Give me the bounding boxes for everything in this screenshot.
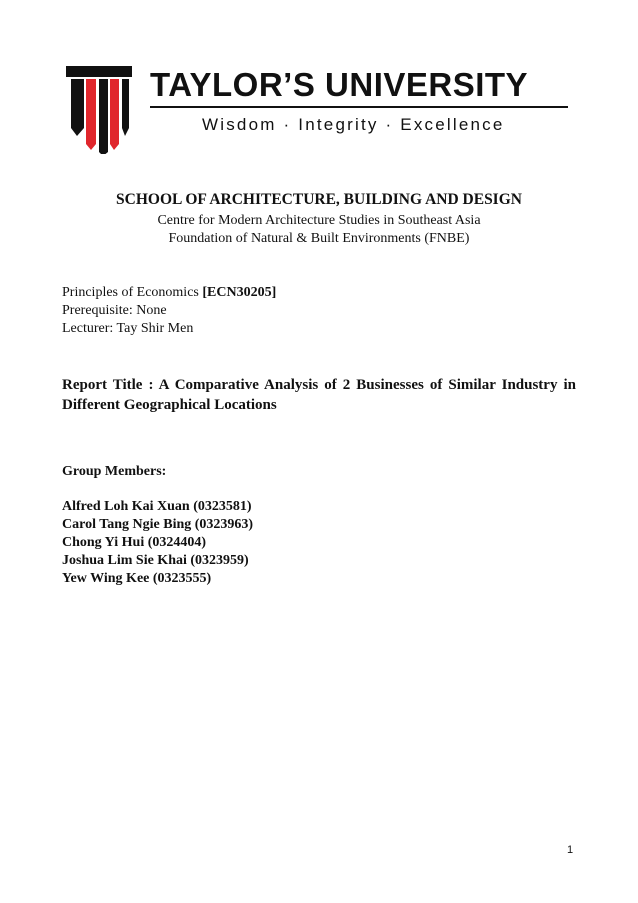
group-heading: Group Members: xyxy=(62,464,167,479)
group-member: Alfred Loh Kai Xuan (0323581) xyxy=(62,499,252,514)
group-member: Chong Yi Hui (0324404) xyxy=(62,535,207,550)
course-subject xyxy=(62,285,276,301)
page-number: 1 xyxy=(567,844,574,856)
report-title: Report Title : A Comparative Analysis of 2 Businesses of Similar Industry in Different Geographical Locations xyxy=(62,377,576,413)
subject-code: [ECN30205] xyxy=(202,285,277,300)
course-lecturer: Lecturer: Tay Shir Men xyxy=(62,321,194,336)
logo-divider xyxy=(150,106,568,108)
group-member: Carol Tang Ngie Bing (0323963) xyxy=(62,517,254,532)
group-member-list xyxy=(62,498,253,588)
centre-name: Centre for Modern Architecture Studies in Southeast Asia xyxy=(157,213,481,228)
subject-label: Principles of Economics xyxy=(62,285,203,300)
university-motto: Wisdom · Integrity · Excellence xyxy=(202,115,505,134)
university-name: TAYLOR’S UNIVERSITY xyxy=(150,66,529,103)
group-member: Joshua Lim Sie Khai (0323959) xyxy=(62,553,249,568)
school-name: SCHOOL OF ARCHITECTURE, BUILDING AND DESIGN xyxy=(116,191,522,208)
course-prerequisite: Prerequisite: None xyxy=(62,303,167,318)
group-member: Yew Wing Kee (0323555) xyxy=(62,571,212,586)
university-logo xyxy=(66,66,571,158)
foundation-name: Foundation of Natural & Built Environments (FNBE) xyxy=(168,231,470,246)
university-emblem-icon xyxy=(66,66,132,154)
